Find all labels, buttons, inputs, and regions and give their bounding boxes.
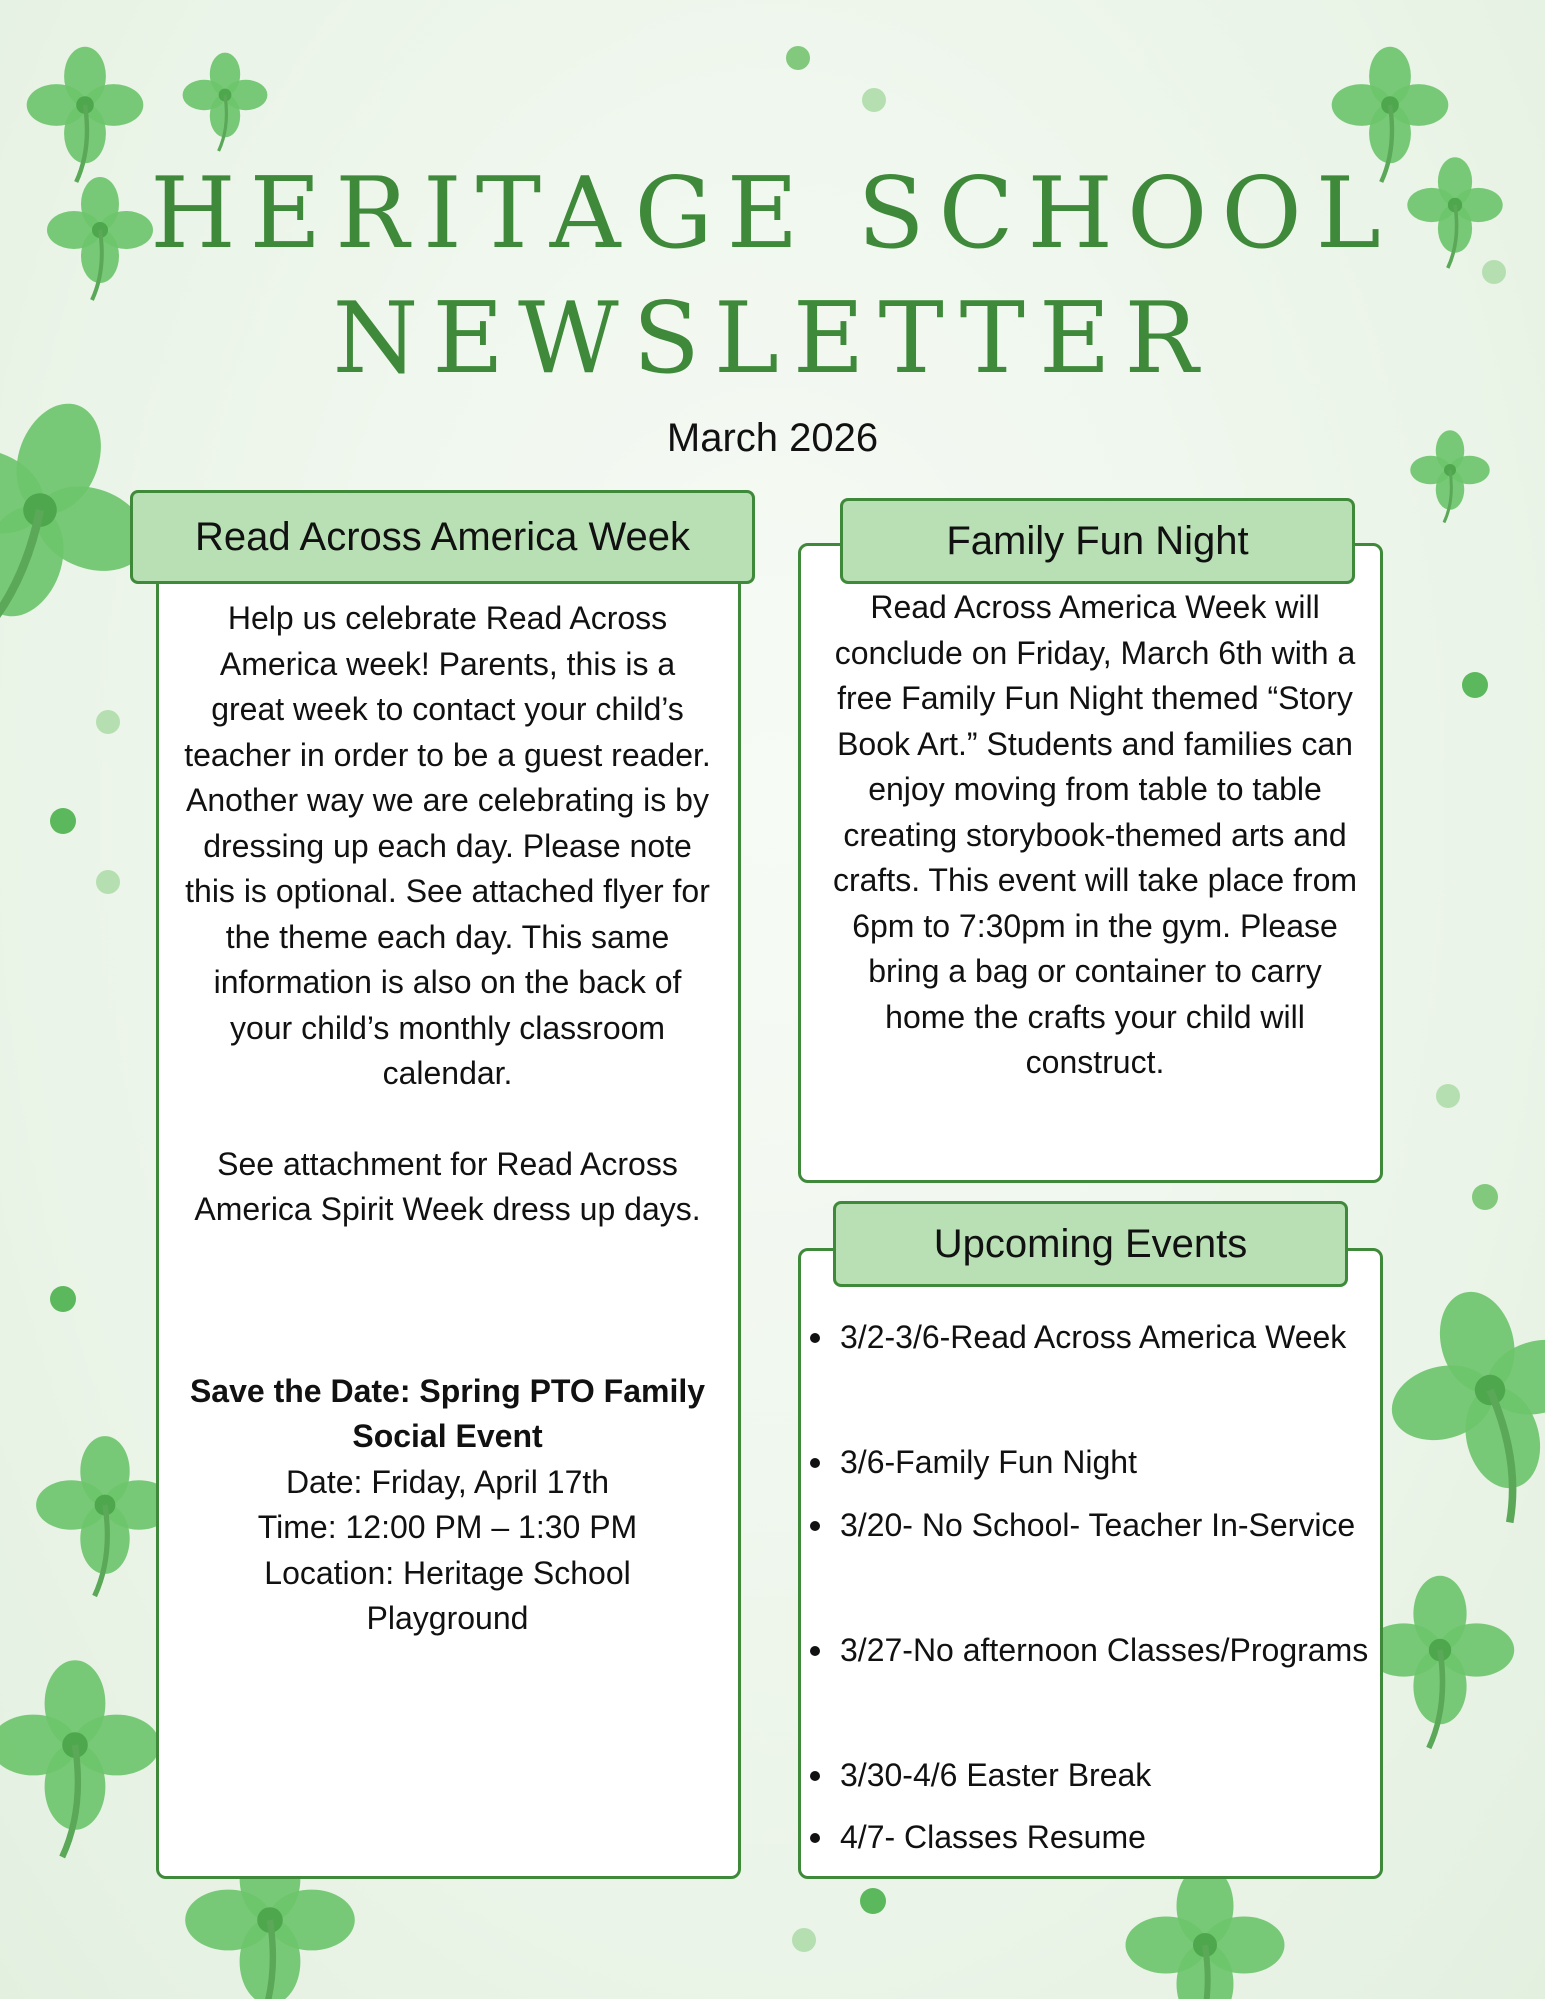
newsletter-date: March 2026 — [666, 416, 879, 460]
read-across-paragraph1: Help us celebrate Read Across America week! Parents, this is a great week to contact your child’s teacher in order to be a guest reader. Another way we are celebrating is by dressing up each day. Please note this is optional. See attached flyer for the theme each day. This same information is also on the back of your child’s monthly classroom calendar. — [184, 600, 711, 1091]
shamrock-icon — [1126, 1866, 1285, 1999]
save-the-date-title: Save the Date: Spring PTO Family Social Event — [189, 1372, 706, 1454]
read-across-heading: Read Across America Week — [130, 490, 755, 584]
confetti-dot — [786, 46, 810, 70]
read-across-paragraph2: See attachment for Read Across America Spirit Week dress up days. — [194, 1145, 701, 1227]
shamrock-icon — [183, 53, 268, 151]
confetti-dot — [50, 1286, 76, 1312]
confetti-dot — [862, 88, 886, 112]
shamrock-icon — [27, 47, 144, 182]
confetti-dot — [50, 808, 76, 834]
shamrock-icon — [0, 1660, 160, 1857]
shamrock-icon — [1366, 1576, 1514, 1748]
confetti-dot — [96, 710, 120, 734]
confetti-dot — [96, 870, 120, 894]
family-fun-body — [830, 585, 1360, 1086]
save-the-date-location: Location: Heritage School Playground — [264, 1554, 631, 1636]
list-item: 3/27-No afternoon Classes/Programs — [840, 1619, 1380, 1744]
upcoming-events-list — [840, 1306, 1380, 1869]
family-fun-heading: Family Fun Night — [840, 498, 1355, 584]
list-item: 3/6-Family Fun Night — [840, 1431, 1380, 1494]
confetti-dot — [1436, 1084, 1460, 1108]
shamrock-icon — [36, 1436, 174, 1596]
save-the-date-time: Time: 12:00 PM – 1:30 PM — [257, 1509, 638, 1545]
newsletter-title-line2: NEWSLETTER — [332, 282, 1213, 396]
confetti-dot — [792, 1928, 816, 1952]
read-across-body — [180, 596, 715, 1642]
list-item: 3/30-4/6 Easter Break — [840, 1744, 1380, 1807]
confetti-dot — [1472, 1184, 1498, 1210]
upcoming-events-heading: Upcoming Events — [833, 1201, 1348, 1287]
confetti-dot — [1482, 260, 1506, 284]
newsletter-title-line1: HERITAGE SCHOOL — [150, 157, 1395, 271]
confetti-dot — [1462, 672, 1488, 698]
list-item: 4/7- Classes Resume — [840, 1806, 1380, 1869]
list-item: 3/20- No School- Teacher In-Service — [840, 1494, 1380, 1619]
shamrock-icon — [1367, 1267, 1545, 1545]
confetti-dot — [860, 1888, 886, 1914]
list-item: 3/2-3/6-Read Across America Week — [840, 1306, 1380, 1431]
family-fun-text: Read Across America Week will conclude on Friday, March 6th with a free Family Fun Night themed “Story Book Art.” Students and families can enjoy moving from table to table creating storybook-themed arts and crafts. This event will take place from 6pm to 7:30pm in the gym. Please bring a bag or container to carry home the crafts your child will construct. — [832, 589, 1358, 1080]
save-the-date-date: Date: Friday, April 17th — [285, 1463, 610, 1500]
